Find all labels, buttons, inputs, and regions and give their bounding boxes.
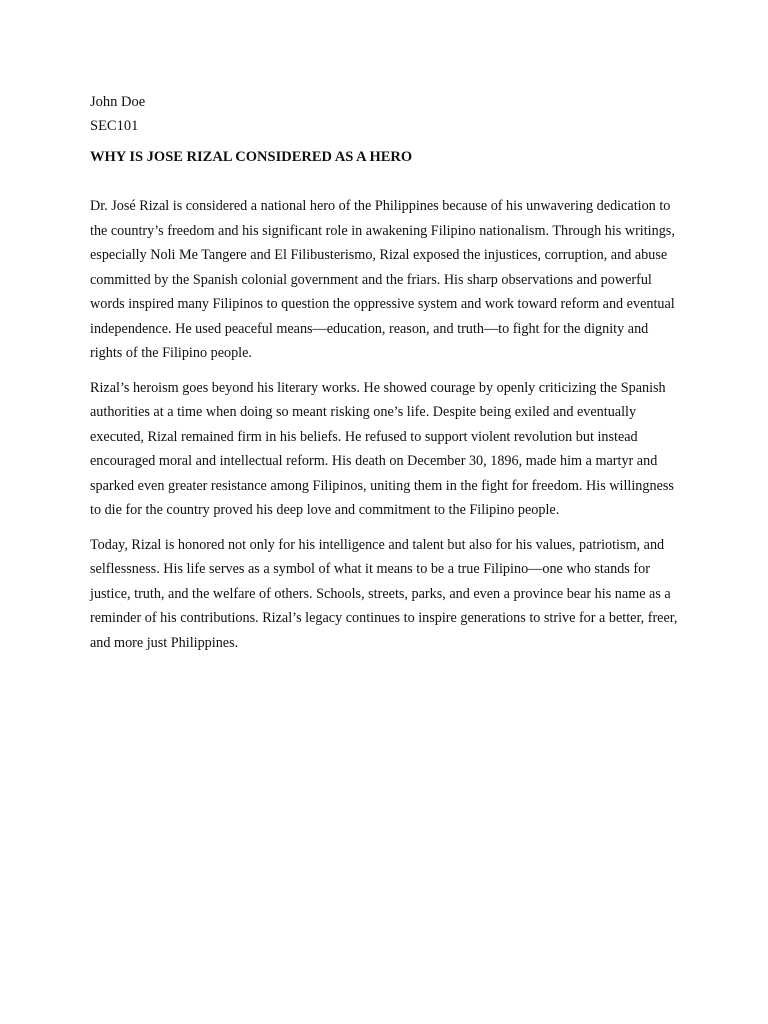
author-name: John Doe [90, 94, 146, 110]
paragraph: Rizal’s heroism goes beyond his literary works. He showed courage by openly criticizing the Spanish authorities at a time when doing so meant risking one’s life. Despite being exiled and eventually executed, Rizal remained firm in his beliefs. He refused to support violent revolution but instead encouraged moral and intellectual reform. His death on December 30, 1896, made him a martyr and sparked even greater resistance among Filipinos, uniting them in the fight for freedom. His willingness to die for the country proved his deep love and commitment to the Filipino people. [90, 379, 674, 518]
course-code: SEC101 [90, 118, 139, 134]
document-body [90, 194, 680, 655]
document-page [90, 90, 680, 665]
paragraph: Dr. José Rizal is considered a national hero of the Philippines because of his unwavering dedication to the country’s freedom and his significant role in awakening Filipino nationalism. Through his writings, especially Noli Me Tangere and El Filibusterismo, Rizal exposed the injustices, corruption, and abuse committed by the Spanish colonial government and the friars. His sharp observations and powerful words inspired many Filipinos to question the oppressive system and work toward reform and eventual independence. He used peaceful means—education, reason, and truth—to fight for the dignity and rights of the Filipino people. [90, 198, 675, 361]
paragraph: Today, Rizal is honored not only for his intelligence and talent but also for his values, patriotism, and selflessness. His life serves as a symbol of what it means to be a true Filipino—one who stands for justice, truth, and the welfare of others. Schools, streets, parks, and even a province bear his name as a reminder of his contributions. Rizal’s legacy continues to inspire generations to strive for a better, freer, and more just Philippines. [90, 536, 678, 651]
document-title: WHY IS JOSE RIZAL CONSIDERED AS A HERO [90, 149, 413, 165]
